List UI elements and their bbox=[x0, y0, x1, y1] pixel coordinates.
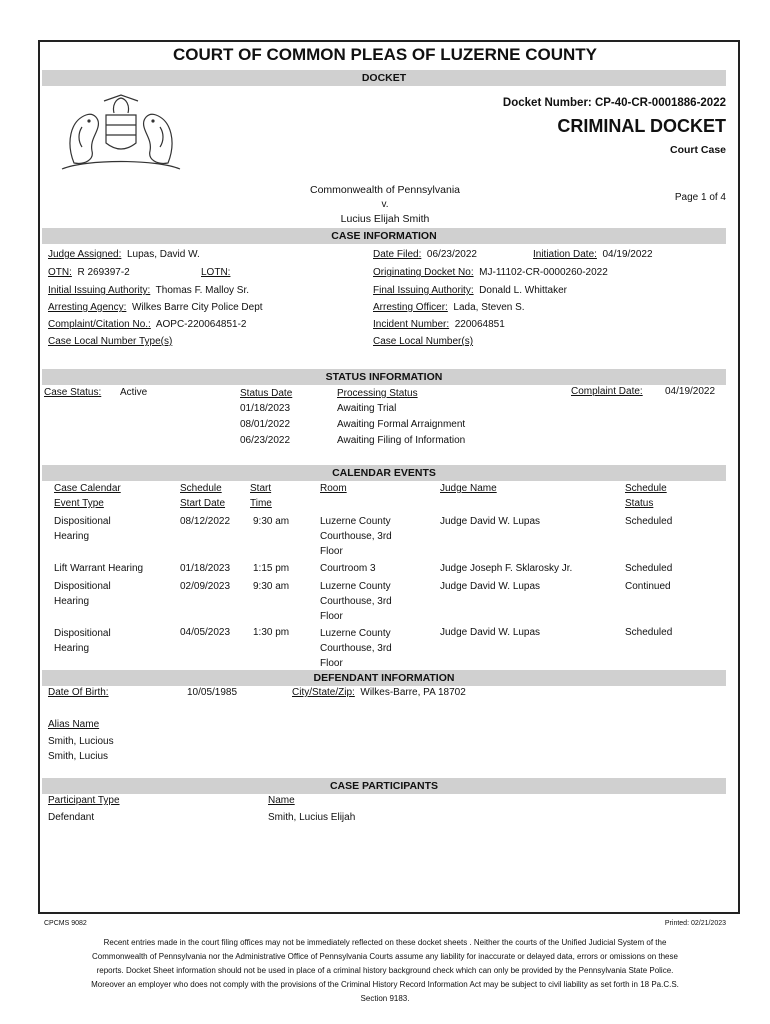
calendar-row-3-time: 9:30 am bbox=[253, 581, 290, 592]
calendar-row-3-room-1: Luzerne County bbox=[320, 581, 391, 592]
final-authority-label: Final Issuing Authority: bbox=[373, 285, 474, 296]
calendar-row-1-room-3: Floor bbox=[320, 546, 343, 557]
city-state-zip-row bbox=[292, 687, 466, 698]
calendar-row-2-room-1: Courtroom 3 bbox=[320, 563, 376, 574]
date-filed-value: 06/23/2022 bbox=[426, 249, 477, 260]
calendar-row-1-event-1: Dispositional bbox=[54, 516, 111, 527]
processing-status-header: Processing Status bbox=[337, 388, 418, 399]
incident-number-label: Incident Number: bbox=[373, 319, 450, 330]
arresting-agency-row bbox=[48, 302, 263, 313]
calendar-row-2-event-1: Lift Warrant Hearing bbox=[54, 563, 144, 574]
calendar-row-3-judge: Judge David W. Lupas bbox=[440, 581, 541, 592]
case-information-bar: CASE INFORMATION bbox=[42, 228, 726, 244]
calendar-header-start-1: Start bbox=[250, 483, 272, 494]
status-date-header: Status Date bbox=[240, 388, 293, 399]
calendar-header-schedule-2: Start Date bbox=[180, 498, 226, 509]
dob-value: 10/05/1985 bbox=[187, 687, 238, 698]
docket-number: Docket Number: CP-40-CR-0001886-2022 bbox=[502, 97, 726, 109]
arresting-officer-value: Lada, Steven S. bbox=[453, 302, 525, 313]
calendar-row-4-time: 1:30 pm bbox=[253, 627, 290, 638]
alias-name-1: Smith, Lucious bbox=[48, 736, 114, 747]
page-indicator: Page 1 of 4 bbox=[674, 192, 726, 203]
initial-authority-label: Initial Issuing Authority: bbox=[48, 285, 151, 296]
date-filed-row bbox=[373, 249, 477, 260]
processing-status-2: Awaiting Formal Arraignment bbox=[337, 419, 466, 430]
defendant-information-bar: DEFENDANT INFORMATION bbox=[42, 670, 726, 686]
otn-row bbox=[48, 267, 130, 278]
calendar-row-4-event-2: Hearing bbox=[54, 643, 90, 654]
calendar-row-3-date: 02/09/2023 bbox=[180, 581, 231, 592]
calendar-row-1-judge: Judge David W. Lupas bbox=[440, 516, 541, 527]
calendar-header-room: Room bbox=[320, 483, 347, 494]
calendar-header-event-2: Event Type bbox=[54, 498, 104, 509]
status-date-2: 08/01/2022 bbox=[240, 419, 291, 430]
calendar-header-status-2: Status bbox=[625, 498, 654, 509]
calendar-header-schedule-1: Schedule bbox=[180, 483, 222, 494]
court-case-label: Court Case bbox=[669, 144, 726, 156]
complaint-citation-label: Complaint/Citation No.: bbox=[48, 319, 151, 330]
caption-line-2: v. bbox=[381, 199, 389, 210]
calendar-row-2-date: 01/18/2023 bbox=[180, 563, 231, 574]
pennsylvania-seal-icon bbox=[56, 93, 186, 173]
complaint-citation-value: AOPC-220064851-2 bbox=[155, 319, 247, 330]
arresting-agency-value: Wilkes Barre City Police Dept bbox=[131, 302, 263, 313]
arresting-officer-row bbox=[373, 302, 525, 313]
participant-name-value: Smith, Lucius Elijah bbox=[268, 812, 356, 823]
status-information-bar: STATUS INFORMATION bbox=[42, 369, 726, 385]
calendar-row-3-event-2: Hearing bbox=[54, 596, 90, 607]
incident-number-row bbox=[373, 319, 505, 330]
participant-type-header: Participant Type bbox=[48, 795, 120, 806]
initiation-date-label: Initiation Date: bbox=[533, 249, 597, 260]
calendar-row-3-room-2: Courthouse, 3rd bbox=[320, 596, 392, 607]
case-participants-bar: CASE PARTICIPANTS bbox=[42, 778, 726, 794]
case-local-number-type-label: Case Local Number Type(s) bbox=[48, 336, 173, 347]
processing-status-1: Awaiting Trial bbox=[337, 403, 397, 414]
dob-label: Date Of Birth: bbox=[48, 687, 109, 698]
case-status-label: Case Status: bbox=[44, 387, 102, 398]
case-status-value: Active bbox=[120, 387, 148, 398]
lotn-label: LOTN: bbox=[201, 267, 231, 278]
calendar-row-4-date: 04/05/2023 bbox=[180, 627, 231, 638]
form-id: CPCMS 9082 bbox=[44, 920, 87, 927]
printed-date: Printed: 02/21/2023 bbox=[664, 920, 726, 927]
originating-docket-label: Originating Docket No: bbox=[373, 267, 474, 278]
calendar-row-2-time: 1:15 pm bbox=[253, 563, 290, 574]
initiation-date-row bbox=[533, 249, 653, 260]
calendar-row-4-status: Scheduled bbox=[625, 627, 673, 638]
judge-assigned-row bbox=[48, 249, 200, 260]
calendar-row-4-judge: Judge David W. Lupas bbox=[440, 627, 541, 638]
docket-type: CRIMINAL DOCKET bbox=[557, 116, 726, 136]
city-state-zip-label: City/State/Zip: bbox=[292, 687, 355, 698]
calendar-row-1-status: Scheduled bbox=[625, 516, 673, 527]
initiation-date-value: 04/19/2022 bbox=[602, 249, 653, 260]
otn-label: OTN: bbox=[48, 267, 72, 278]
processing-status-3: Awaiting Filing of Information bbox=[337, 435, 466, 446]
date-filed-label: Date Filed: bbox=[373, 249, 422, 260]
calendar-row-1-time: 9:30 am bbox=[253, 516, 290, 527]
calendar-row-4-event-1: Dispositional bbox=[54, 628, 111, 639]
originating-docket-value: MJ-11102-CR-0000260-2022 bbox=[479, 267, 608, 278]
calendar-header-status-1: Schedule bbox=[625, 483, 667, 494]
calendar-row-3-status: Continued bbox=[625, 581, 671, 592]
calendar-header-judge: Judge Name bbox=[440, 483, 497, 494]
caption-line-1: Commonwealth of Pennsylvania bbox=[310, 184, 460, 196]
disclaimer-note: Recent entries made in the court filing offices may not be immediately reflected on these docket sheets . Neither the courts of the Unified Judicial System of the Commonwealth of Pennsylvania nor the Administrative Office of Pennsylvania Courts assume any liability for inaccurate or delayed data, errors or omissions on these reports. Docket Sheet information should not be used in place of a criminal history background check which can only be provided by the Pennsylvania State Police. Moreover an employer who does not comply with the provisions of the Criminal History Record Information Act may be subject to civil liability as set forth in 18 Pa.C.S. Section 9183. bbox=[91, 938, 679, 1003]
calendar-header-start-2: Time bbox=[250, 498, 272, 509]
alias-name-label: Alias Name bbox=[48, 719, 100, 730]
complaint-date-value: 04/19/2022 bbox=[665, 386, 716, 397]
calendar-row-1-date: 08/12/2022 bbox=[180, 516, 231, 527]
otn-value: R 269397-2 bbox=[77, 267, 130, 278]
complaint-citation-row bbox=[48, 319, 246, 330]
calendar-events-bar: CALENDAR EVENTS bbox=[42, 465, 726, 481]
final-authority-row bbox=[373, 285, 567, 296]
docket-bar: DOCKET bbox=[42, 70, 726, 86]
calendar-row-1-room-1: Luzerne County bbox=[320, 516, 391, 527]
incident-number-value: 220064851 bbox=[454, 319, 505, 330]
calendar-row-1-event-2: Hearing bbox=[54, 531, 90, 542]
participant-type-value: Defendant bbox=[48, 812, 95, 823]
initial-authority-value: Thomas F. Malloy Sr. bbox=[155, 285, 250, 296]
status-date-3: 06/23/2022 bbox=[240, 435, 291, 446]
alias-name-2: Smith, Lucius bbox=[48, 751, 109, 762]
final-authority-value: Donald L. Whittaker bbox=[479, 285, 567, 296]
complaint-date-label: Complaint Date: bbox=[571, 386, 643, 397]
arresting-agency-label: Arresting Agency: bbox=[48, 302, 127, 313]
calendar-row-4-room-3: Floor bbox=[320, 658, 343, 669]
caption-line-3: Lucius Elijah Smith bbox=[340, 213, 430, 225]
originating-docket-row bbox=[373, 267, 608, 278]
judge-assigned-label: Judge Assigned: bbox=[48, 249, 122, 260]
initial-authority-row bbox=[48, 285, 249, 296]
judge-assigned-value: Lupas, David W. bbox=[126, 249, 200, 260]
calendar-row-1-room-2: Courthouse, 3rd bbox=[320, 531, 392, 542]
arresting-officer-label: Arresting Officer: bbox=[373, 302, 448, 313]
calendar-row-2-judge: Judge Joseph F. Sklarosky Jr. bbox=[440, 563, 573, 574]
court-title: COURT OF COMMON PLEAS OF LUZERNE COUNTY bbox=[172, 45, 598, 64]
calendar-row-3-room-3: Floor bbox=[320, 611, 343, 622]
calendar-header-event-1: Case Calendar bbox=[54, 483, 121, 494]
case-local-number-label: Case Local Number(s) bbox=[373, 336, 474, 347]
status-date-1: 01/18/2023 bbox=[240, 403, 291, 414]
city-state-zip-value: Wilkes-Barre, PA 18702 bbox=[360, 687, 466, 698]
calendar-row-2-status: Scheduled bbox=[625, 563, 673, 574]
calendar-row-3-event-1: Dispositional bbox=[54, 581, 111, 592]
calendar-row-4-room-2: Courthouse, 3rd bbox=[320, 643, 392, 654]
calendar-row-4-room-1: Luzerne County bbox=[320, 628, 391, 639]
participant-name-header: Name bbox=[268, 795, 295, 806]
